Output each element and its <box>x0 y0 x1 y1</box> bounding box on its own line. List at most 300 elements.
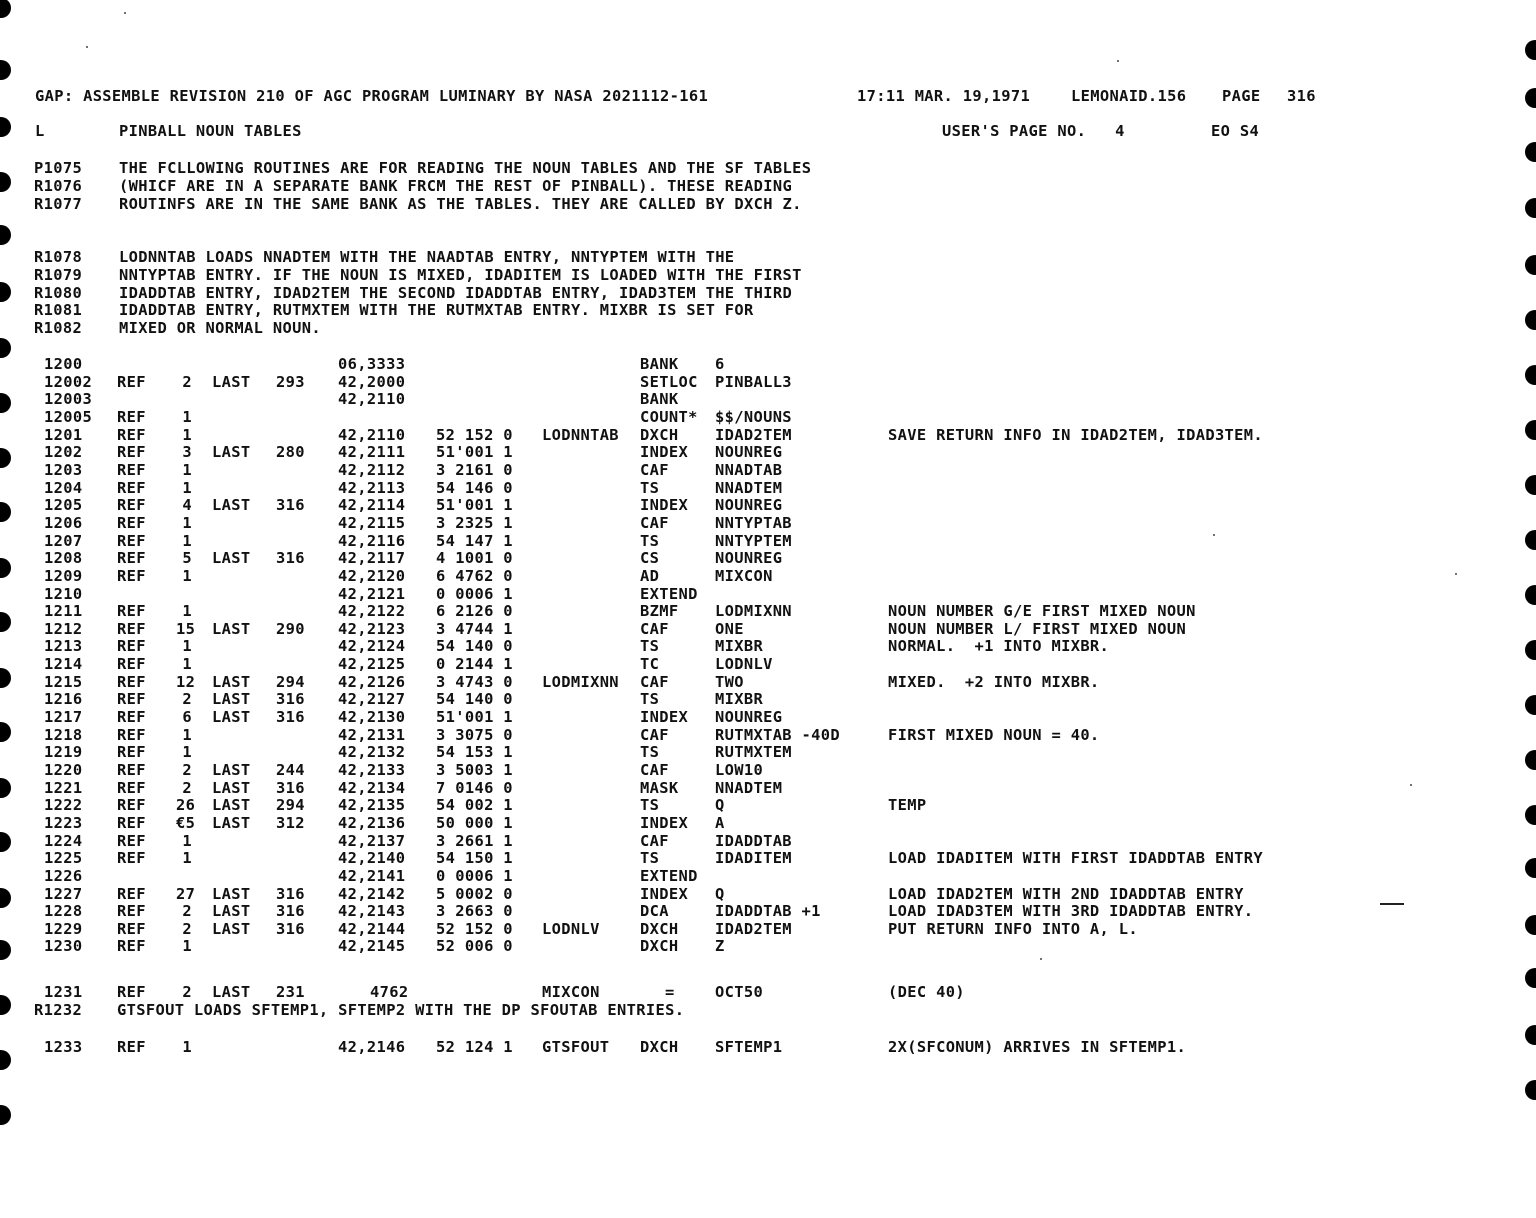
sprocket-hole <box>0 940 11 960</box>
octal-code: 0 2144 1 <box>436 655 513 673</box>
ref-count: 1 <box>182 655 192 673</box>
address: 42,2126 <box>338 672 406 691</box>
ref-count: €5 <box>176 813 196 832</box>
sprocket-hole <box>1525 475 1536 495</box>
opcode: MASK <box>640 778 679 797</box>
line-number: 1201 <box>44 425 83 444</box>
octal-code: 3 5003 1 <box>436 761 513 779</box>
symbol-label: LODNLV <box>542 919 600 938</box>
opcode: CAF <box>640 725 669 744</box>
operand: NNADTAB <box>715 460 783 479</box>
ref-marker: REF <box>117 531 146 550</box>
opcode: TS <box>640 637 660 656</box>
operand: IDADDTAB +1 <box>715 902 821 921</box>
operand: IDAD2TEM <box>715 919 792 938</box>
remark-text: (WHICF ARE IN A SEPARATE BANK FRCM THE REST OF PINBALL). THESE READING <box>119 177 793 195</box>
comment: MIXED. +2 INTO MIXBR. <box>888 672 1100 691</box>
octal-code: 6 4762 0 <box>436 566 513 585</box>
opcode: CS <box>640 549 660 568</box>
sprocket-hole <box>1525 530 1536 550</box>
line-number: 12002 <box>44 372 93 391</box>
remark-id: R1076 <box>34 177 83 195</box>
operand: $$/NOUNS <box>715 407 792 426</box>
remark-line <box>0 301 754 319</box>
octal-code: 54 146 0 <box>436 478 513 497</box>
scan-speck <box>1455 573 1457 575</box>
address: 42,2144 <box>338 919 406 938</box>
header-page-number: 316 <box>1287 87 1316 105</box>
ref-count: 2 <box>182 372 192 391</box>
remark-text: THE FCLLOWING ROUTINES ARE FOR READING THE NOUN TABLES AND THE SF TABLES <box>119 159 812 177</box>
operand: A <box>715 813 725 832</box>
opcode: DXCH <box>640 937 679 956</box>
last-marker: LAST <box>212 443 251 462</box>
operand: LODMIXNN <box>715 602 792 621</box>
remark-line <box>0 319 321 337</box>
last-page: 244 <box>276 761 305 779</box>
address: 42,2123 <box>338 619 406 638</box>
address: 06,3333 <box>338 355 406 373</box>
address: 42,2136 <box>338 813 406 832</box>
ref-marker: REF <box>117 1038 146 1056</box>
line-number: 1208 <box>44 549 83 568</box>
line-number: 1214 <box>44 655 83 673</box>
last-page: 316 <box>276 902 305 921</box>
ref-marker: REF <box>117 761 146 779</box>
octal-code: 54 147 1 <box>436 531 513 550</box>
ref-count: 1 <box>182 566 192 585</box>
sprocket-hole <box>0 502 11 522</box>
ref-count: 1 <box>182 849 192 868</box>
opcode: BZMF <box>640 602 679 621</box>
ref-count: 1 <box>182 531 192 550</box>
ref-count: 1 <box>182 725 192 744</box>
remark-line <box>0 195 802 213</box>
ref-count: 2 <box>182 902 192 921</box>
scan-speck <box>86 46 88 48</box>
line-number: 1202 <box>44 443 83 462</box>
operand: NOUNREG <box>715 496 783 515</box>
opcode: TS <box>640 478 660 497</box>
ref-count: 1 <box>182 637 192 656</box>
opcode: COUNT* <box>640 407 698 426</box>
last-page: 316 <box>276 778 305 797</box>
ref-marker: REF <box>117 549 146 568</box>
line-number: 1225 <box>44 849 83 868</box>
address: 42,2127 <box>338 690 406 709</box>
operand: ONE <box>715 619 744 638</box>
address: 42,2114 <box>338 496 406 515</box>
octal-code: 3 2663 0 <box>436 902 513 921</box>
address: 42,2140 <box>338 849 406 868</box>
symbol-label: MIXCON <box>542 983 600 1001</box>
opcode: INDEX <box>640 496 689 515</box>
page-subheader <box>0 122 1260 140</box>
address: 42,2130 <box>338 708 406 726</box>
remark-line <box>0 284 793 302</box>
operand: Z <box>715 937 725 956</box>
listing-line <box>0 983 965 1001</box>
address: 42,2141 <box>338 866 406 885</box>
last-page: 290 <box>276 619 305 638</box>
ref-marker: REF <box>117 372 146 391</box>
opcode: EXTEND <box>640 866 698 885</box>
ref-marker: REF <box>117 496 146 515</box>
octal-code: 54 140 0 <box>436 637 513 656</box>
octal-code: 4 1001 0 <box>436 549 513 568</box>
operand: SFTEMP1 <box>715 1038 783 1056</box>
operand: LOW10 <box>715 761 764 779</box>
octal-code: 52 124 1 <box>436 1038 513 1056</box>
operand: PINBALL3 <box>715 372 792 391</box>
operand: Q <box>715 796 725 815</box>
operand: TWO <box>715 672 744 691</box>
ref-count: 2 <box>182 761 192 779</box>
operand: NNADTEM <box>715 778 783 797</box>
sprocket-hole <box>0 448 11 468</box>
ref-marker: REF <box>117 637 146 656</box>
operand: NNTYPTEM <box>715 531 792 550</box>
ref-marker: REF <box>117 708 146 726</box>
ref-marker: REF <box>117 778 146 797</box>
operand: 6 <box>715 355 725 373</box>
octal-code: 6 2126 0 <box>436 602 513 621</box>
ref-marker: REF <box>117 813 146 832</box>
comment: NOUN NUMBER G/E FIRST MIXED NOUN <box>888 602 1196 621</box>
remark-text: LODNNTAB LOADS NNADTEM WITH THE NAADTAB ENTRY, NNTYPTEM WITH THE <box>119 248 735 266</box>
line-number: 1206 <box>44 513 83 532</box>
opcode: DXCH <box>640 919 679 938</box>
octal-code: 3 3075 0 <box>436 725 513 744</box>
ref-count: 5 <box>182 549 192 568</box>
ref-marker: REF <box>117 672 146 691</box>
header-job: LEMONAID.156 <box>1071 87 1187 105</box>
line-number: 12005 <box>44 407 93 426</box>
opcode: CAF <box>640 672 669 691</box>
line-number: 1207 <box>44 531 83 550</box>
line-number: 1205 <box>44 496 83 515</box>
line-number: 1213 <box>44 637 83 656</box>
line-number: 1223 <box>44 813 83 832</box>
ref-count: 1 <box>182 425 192 444</box>
opcode: TS <box>640 690 660 709</box>
ref-count: 12 <box>176 672 196 691</box>
symbol-label: LODNNTAB <box>542 425 619 444</box>
line-number: 1217 <box>44 708 83 726</box>
opcode: BANK <box>640 390 679 409</box>
last-page: 294 <box>276 796 305 815</box>
address: 42,2124 <box>338 637 406 656</box>
last-page: 293 <box>276 372 305 391</box>
line-number: 1215 <box>44 672 83 691</box>
last-marker: LAST <box>212 372 251 391</box>
opcode: CAF <box>640 619 669 638</box>
last-page: 316 <box>276 549 305 568</box>
symbol-label: LODMIXNN <box>542 672 619 691</box>
last-page: 316 <box>276 884 305 903</box>
octal-code: 54 140 0 <box>436 690 513 709</box>
ref-count: 1 <box>182 1038 192 1056</box>
ref-count: 2 <box>182 690 192 709</box>
opcode: CAF <box>640 831 669 850</box>
ref-marker: REF <box>117 831 146 850</box>
comment: PUT RETURN INFO INTO A, L. <box>888 919 1139 938</box>
octal-code: 3 2325 1 <box>436 513 513 532</box>
address: 42,2113 <box>338 478 406 497</box>
ref-marker: REF <box>117 407 146 426</box>
header-timestamp: 17:11 MAR. 19,1971 <box>857 87 1031 105</box>
last-page: 316 <box>276 496 305 515</box>
address: 42,2115 <box>338 513 406 532</box>
last-page: 231 <box>276 983 305 1001</box>
opcode: TS <box>640 743 660 762</box>
octal-code: 3 2161 0 <box>436 460 513 479</box>
line-number: 1224 <box>44 831 83 850</box>
ref-marker: REF <box>117 619 146 638</box>
operand: MIXCON <box>715 566 773 585</box>
ref-count: 15 <box>176 619 196 638</box>
last-marker: LAST <box>212 796 251 815</box>
ref-marker: REF <box>117 690 146 709</box>
line-number: 1218 <box>44 725 83 744</box>
address: 42,2135 <box>338 796 406 815</box>
operand: NNTYPTAB <box>715 513 792 532</box>
octal-code: 0 0006 1 <box>436 584 513 603</box>
opcode: SETLOC <box>640 372 698 391</box>
comment: LOAD IDADITEM WITH FIRST IDADDTAB ENTRY <box>888 849 1264 868</box>
remark-text: GTSFOUT LOADS SFTEMP1, SFTEMP2 WITH THE DP SFOUTAB ENTRIES. <box>117 1001 685 1019</box>
ref-marker: REF <box>117 849 146 868</box>
last-marker: LAST <box>212 884 251 903</box>
octal-code: 3 2661 1 <box>436 831 513 850</box>
octal-code: 52 152 0 <box>436 425 513 444</box>
ref-marker: REF <box>117 884 146 903</box>
ref-marker: REF <box>117 937 146 956</box>
last-marker: LAST <box>212 813 251 832</box>
opcode: TS <box>640 796 660 815</box>
ref-marker: REF <box>117 460 146 479</box>
line-number: 1210 <box>44 584 83 603</box>
sprocket-hole <box>1525 88 1536 108</box>
sprocket-hole <box>1525 915 1536 935</box>
octal-code: 50 000 1 <box>436 813 513 832</box>
user-page-number: USER'S PAGE NO. 4 <box>942 122 1125 140</box>
last-page: 312 <box>276 813 305 832</box>
scan-dash <box>1380 903 1404 905</box>
line-number: 1216 <box>44 690 83 709</box>
address: 42,2117 <box>338 549 406 568</box>
remark-line <box>0 177 793 195</box>
octal-code: 7 0146 0 <box>436 778 513 797</box>
line-number: 12003 <box>44 390 93 409</box>
comment: NOUN NUMBER L/ FIRST MIXED NOUN <box>888 619 1187 638</box>
remark-line <box>0 1001 685 1019</box>
ref-count: 3 <box>182 443 192 462</box>
address: 42,2111 <box>338 443 406 462</box>
scan-speck <box>1213 534 1215 536</box>
ref-count: 4 <box>182 496 192 515</box>
opcode: TS <box>640 849 660 868</box>
sprocket-hole <box>1525 1080 1536 1100</box>
remark-text: MIXED OR NORMAL NOUN. <box>119 319 321 337</box>
line-number: 1230 <box>44 937 83 956</box>
ref-marker: REF <box>117 566 146 585</box>
line-number: 1211 <box>44 602 83 621</box>
operand: RUTMXTAB -40D <box>715 725 841 744</box>
address: 42,2146 <box>338 1038 406 1056</box>
line-number: 1209 <box>44 566 83 585</box>
operand: IDADITEM <box>715 849 792 868</box>
sprocket-hole <box>1525 805 1536 825</box>
ref-marker: REF <box>117 725 146 744</box>
sprocket-hole <box>1525 640 1536 660</box>
address: 42,2112 <box>338 460 406 479</box>
octal-code: 3 4743 0 <box>436 672 513 691</box>
ref-count: 27 <box>176 884 196 903</box>
address: 42,2125 <box>338 655 406 673</box>
sprocket-hole <box>1525 255 1536 275</box>
ref-count: 1 <box>182 743 192 762</box>
opcode: DXCH <box>640 425 679 444</box>
sprocket-hole <box>1525 750 1536 770</box>
ref-marker: REF <box>117 655 146 673</box>
last-marker: LAST <box>212 778 251 797</box>
operand: RUTMXTEM <box>715 743 792 762</box>
opcode: DXCH <box>640 1038 679 1056</box>
comment: 2X(SFCONUM) ARRIVES IN SFTEMP1. <box>888 1038 1187 1056</box>
comment: LOAD IDAD3TEM WITH 3RD IDADDTAB ENTRY. <box>888 902 1254 921</box>
octal-code: 51'001 1 <box>436 443 513 462</box>
remark-id: R1077 <box>34 195 83 213</box>
operand: IDADDTAB <box>715 831 792 850</box>
comment: TEMP <box>888 796 927 815</box>
address: 42,2116 <box>338 531 406 550</box>
address: 42,2134 <box>338 778 406 797</box>
ref-marker: REF <box>117 478 146 497</box>
octal-code: 51'001 1 <box>436 708 513 726</box>
address: 42,2142 <box>338 884 406 903</box>
octal-code: 54 150 1 <box>436 849 513 868</box>
sprocket-hole <box>0 778 11 798</box>
sprocket-hole <box>1525 365 1536 385</box>
address: 42,2110 <box>338 425 406 444</box>
octal-code: 54 153 1 <box>436 743 513 762</box>
opcode: INDEX <box>640 443 689 462</box>
ref-marker: REF <box>117 425 146 444</box>
opcode: BANK <box>640 355 679 373</box>
eo-code: EO S4 <box>1211 122 1260 140</box>
last-marker: LAST <box>212 708 251 726</box>
ref-count: 1 <box>182 460 192 479</box>
sprocket-hole <box>0 558 11 578</box>
line-number: 1220 <box>44 761 83 779</box>
ref-marker: REF <box>117 443 146 462</box>
section-title: PINBALL NOUN TABLES <box>119 122 302 140</box>
line-number: 1228 <box>44 902 83 921</box>
last-page: 316 <box>276 690 305 709</box>
comment: SAVE RETURN INFO IN IDAD2TEM, IDAD3TEM. <box>888 425 1264 444</box>
ref-count: 1 <box>182 831 192 850</box>
address: 42,2137 <box>338 831 406 850</box>
opcode: TC <box>640 655 660 673</box>
opcode: TS <box>640 531 660 550</box>
octal-code: 5 0002 0 <box>436 884 513 903</box>
opcode: = <box>665 983 675 1001</box>
last-marker: LAST <box>212 672 251 691</box>
opcode: INDEX <box>640 708 689 726</box>
last-page: 280 <box>276 443 305 462</box>
address: 42,2145 <box>338 937 406 956</box>
operand: NOUNREG <box>715 549 783 568</box>
sprocket-hole <box>1525 420 1536 440</box>
scan-speck <box>1040 958 1042 960</box>
octal-code: 3 4744 1 <box>436 619 513 638</box>
last-marker: LAST <box>212 549 251 568</box>
ref-count: 1 <box>182 937 192 956</box>
ref-marker: REF <box>117 796 146 815</box>
last-marker: LAST <box>212 983 251 1001</box>
remark-id: R1078 <box>34 248 83 266</box>
sprocket-hole <box>1525 1025 1536 1045</box>
line-number: 1233 <box>44 1038 83 1056</box>
last-page: 316 <box>276 708 305 726</box>
ref-count: 1 <box>182 478 192 497</box>
address: 42,2120 <box>338 566 406 585</box>
comment: LOAD IDAD2TEM WITH 2ND IDADDTAB ENTRY <box>888 884 1244 903</box>
line-number: 1231 <box>44 983 83 1001</box>
header-title: GAP: ASSEMBLE REVISION 210 OF AGC PROGRAM LUMINARY BY NASA 2021112-161 <box>35 87 709 105</box>
ref-count: 2 <box>182 778 192 797</box>
opcode: INDEX <box>640 813 689 832</box>
octal-code: 54 002 1 <box>436 796 513 815</box>
operand: MIXBR <box>715 637 764 656</box>
address: 42,2000 <box>338 372 406 391</box>
ref-count: 1 <box>182 602 192 621</box>
sprocket-hole <box>0 0 11 18</box>
ref-marker: REF <box>117 743 146 762</box>
ref-marker: REF <box>117 919 146 938</box>
remark-id: R1232 <box>34 1001 83 1019</box>
last-marker: LAST <box>212 496 251 515</box>
last-marker: LAST <box>212 619 251 638</box>
sprocket-hole <box>1525 40 1536 60</box>
sprocket-hole <box>1525 968 1536 988</box>
remark-id: R1080 <box>34 284 83 302</box>
ref-marker: REF <box>117 602 146 621</box>
opcode: CAF <box>640 460 669 479</box>
page-header <box>0 87 1316 105</box>
remark-line <box>0 159 812 177</box>
address: 42,2110 <box>338 390 406 409</box>
header-page-label: PAGE <box>1222 87 1261 105</box>
remark-line <box>0 266 802 284</box>
line-number: 1222 <box>44 796 83 815</box>
operand: NOUNREG <box>715 443 783 462</box>
symbol-label: GTSFOUT <box>542 1038 610 1056</box>
octal-code: 52 006 0 <box>436 937 513 956</box>
address: 42,2133 <box>338 761 406 779</box>
constant-value: 4762 <box>370 983 409 1001</box>
address: 42,2121 <box>338 584 406 603</box>
address: 42,2131 <box>338 725 406 744</box>
line-number: 1227 <box>44 884 83 903</box>
opcode: CAF <box>640 513 669 532</box>
address: 42,2122 <box>338 602 406 621</box>
last-marker: LAST <box>212 690 251 709</box>
address: 42,2132 <box>338 743 406 762</box>
remark-text: NNTYPTAB ENTRY. IF THE NOUN IS MIXED, IDADITEM IS LOADED WITH THE FIRST <box>119 266 802 284</box>
operand: LODNLV <box>715 655 773 673</box>
